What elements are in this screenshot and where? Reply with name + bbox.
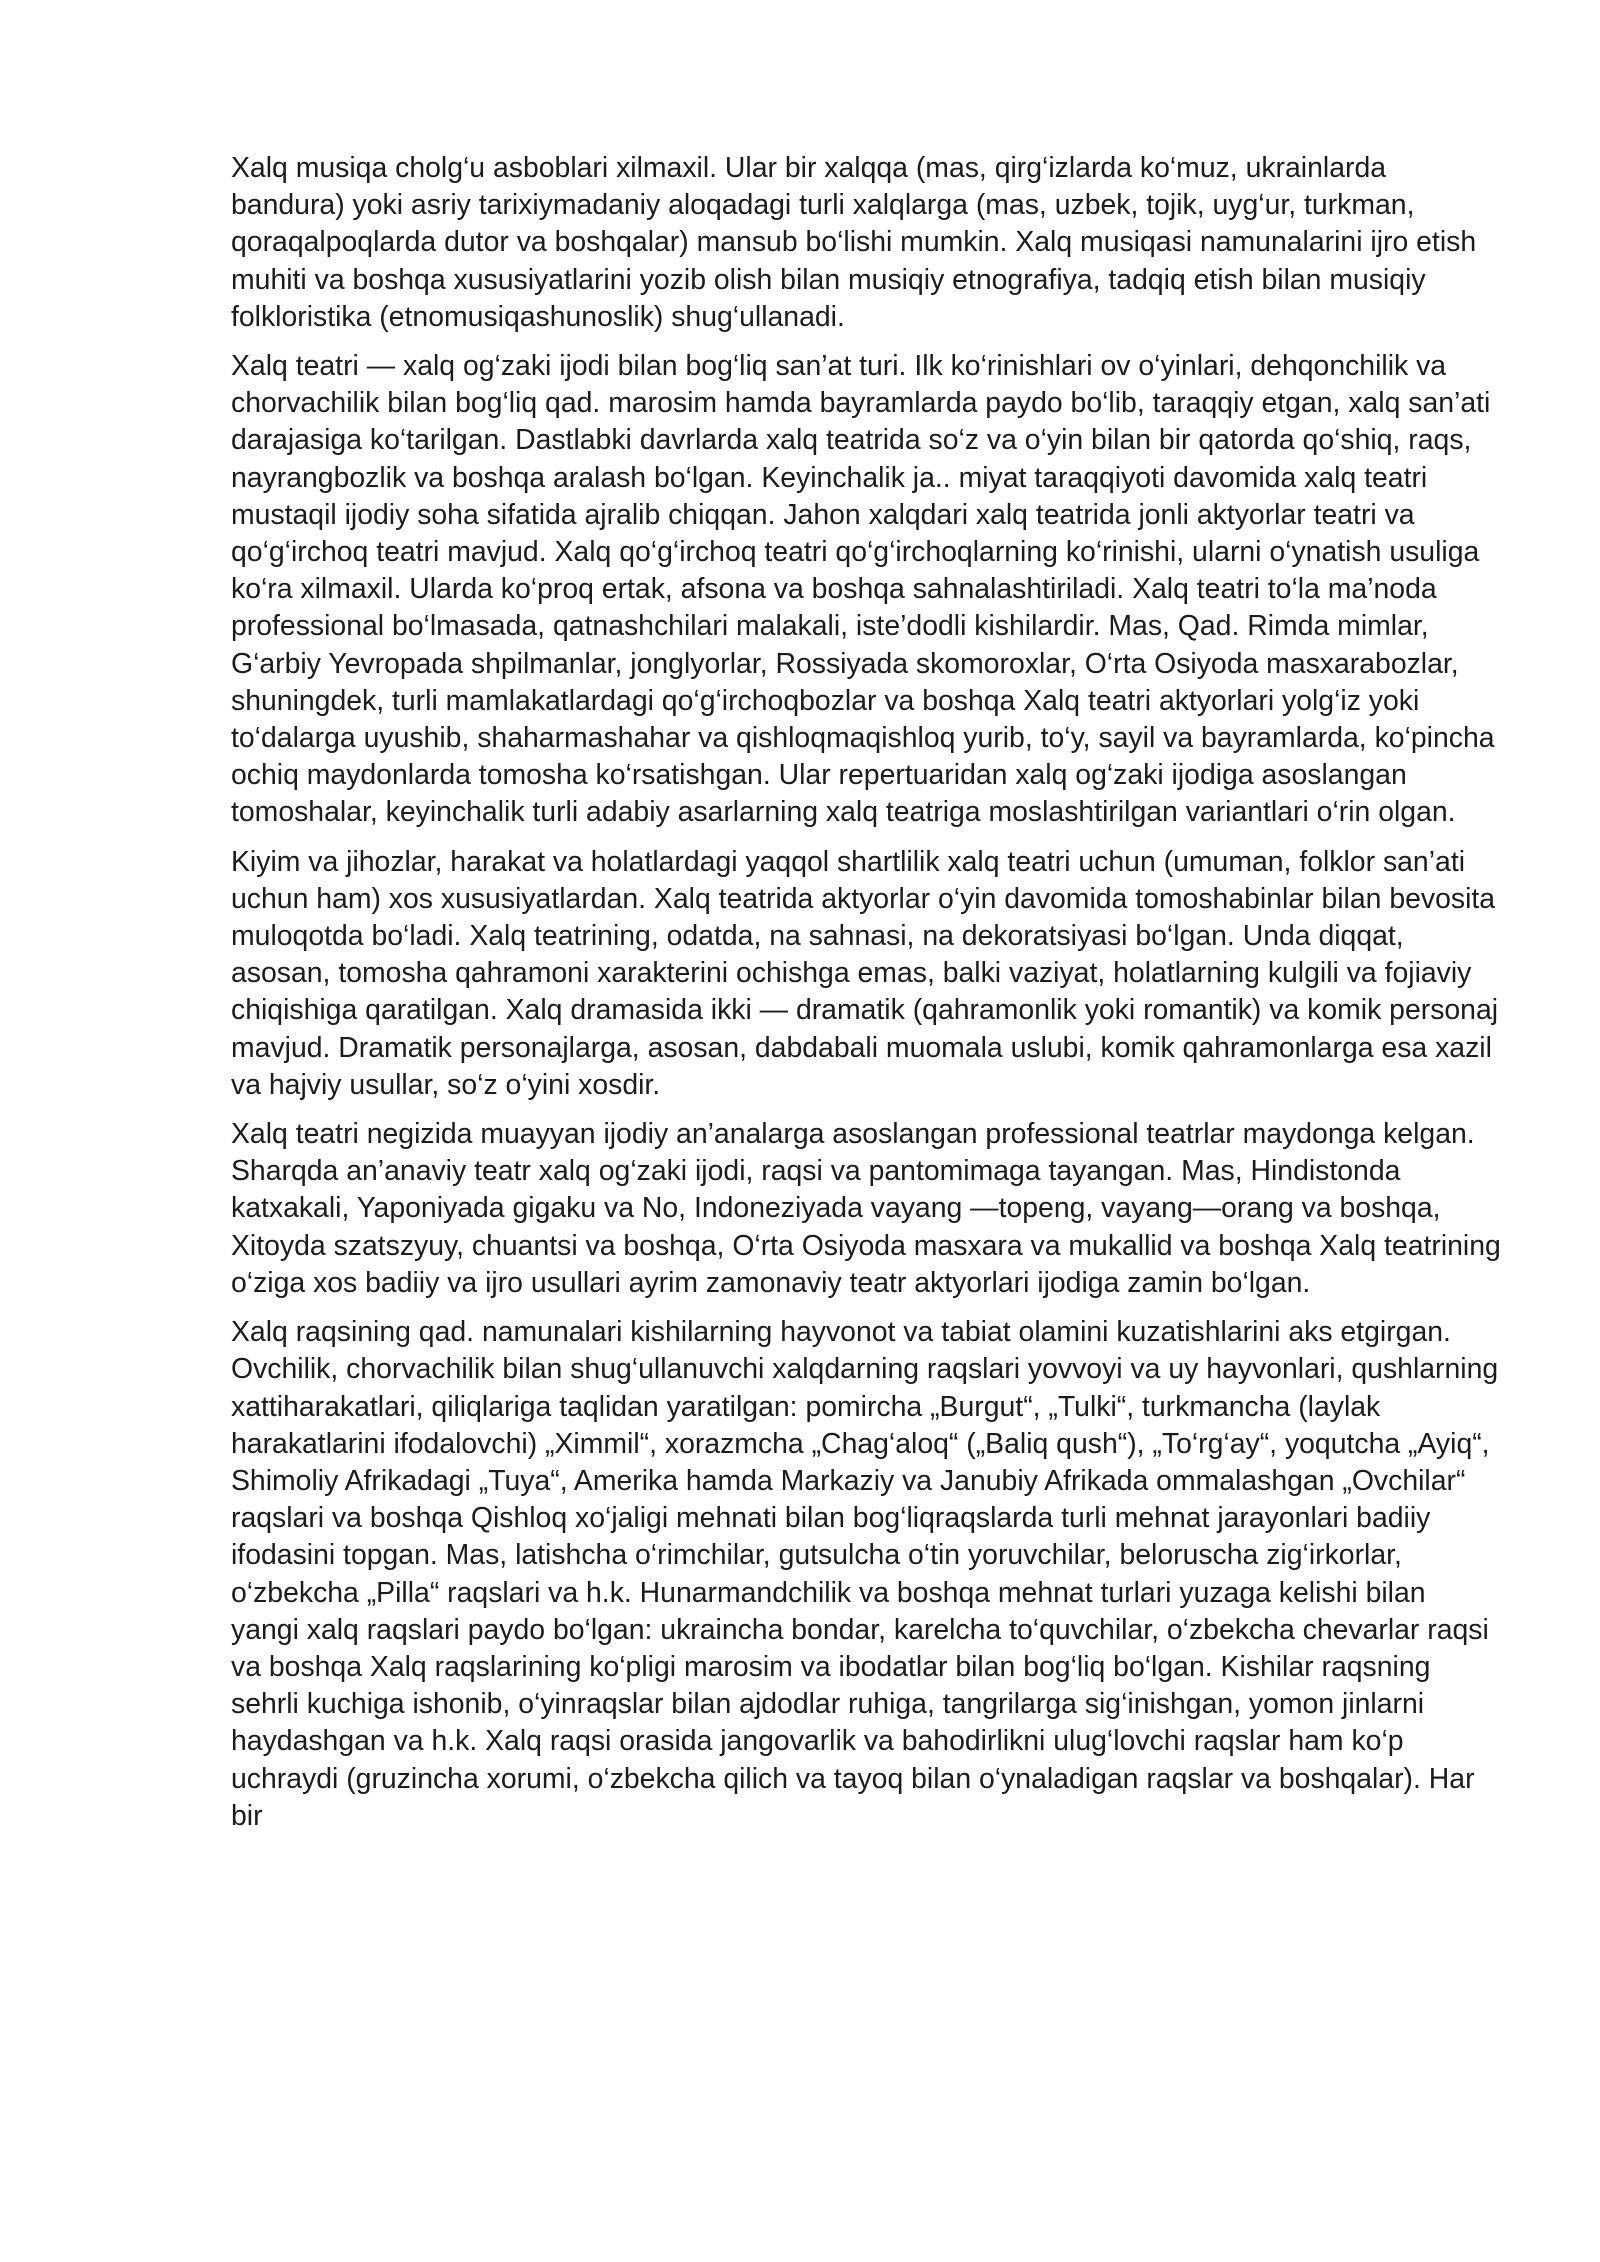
paragraph-folk-theatre: Xalq teatri — xalq og‘zaki ijodi bilan bog‘liq san’at turi. Ilk ko‘rinishlari ov o‘yinlari, dehqonchilik va chorvachilik bilan bog‘liq qad. marosim hamda bayramlarda paydo bo‘lib, taraqqiy etgan, xalq san’ati darajasiga ko‘tarilgan. Dastlabki davrlarda xalq teatrida so‘z va o‘yin bilan bir qatorda qo‘shiq, raqs, nayrangbozlik va boshqa aralash bo‘lgan. Keyinchalik ja.. miyat taraqqiyoti davomida xalq teatri mustaqil ijodiy soha sifatida ajralib chiqqan. Jahon xalqdari xalq teatrida jonli aktyorlar teatri va qo‘g‘irchoq teatri mavjud. Xalq qo‘g‘irchoq teatri qo‘g‘irchoqlarning ko‘rinishi, ularni o‘ynatish usuliga ko‘ra xilmaxil. Ularda ko‘proq ertak, afsona va boshqa sahnalashtiriladi. Xalq teatri to‘la ma’noda professional bo‘lmasada, qatnashchilari malakali, iste’dodli kishilardir. Mas, Qad. Rimda mimlar, G‘arbiy Yevropada shpilmanlar, jonglyorlar, Rossiyada skomoroxlar, O‘rta Osiyoda masxarabozlar, shuningdek, turli mamlakatlardagi qo‘g‘irchoqbozlar va boshqa Xalq teatri aktyorlari yolg‘iz yoki to‘dalarga uyushib, shaharmashahar va qishloqmaqishloq yurib, to‘y, sayil va bayramlarda, ko‘pincha ochiq maydonlarda tomosha ko‘rsatishgan. Ular repertuaridan xalq og‘zaki ijodiga asoslangan tomoshalar, keyinchalik turli adabiy asarlarning xalq teatriga moslashtirilgan variantlari o‘rin olgan. xyxy=(231,350,1495,829)
paragraph-professional-theatres: Xalq teatri negizida muayyan ijodiy an’analarga asoslangan professional teatrlar maydonga kelgan. Sharqda an’anaviy teatr xalq og‘zaki ijodi, raqsi va pantomimaga tayangan. Mas, Hindistonda katxakali, Yaponiyada gigaku va No, Indoneziyada vayang —topeng, vayang—orang va boshqa, Xitoyda szatszyuy, chuantsi va boshqa, O‘rta Osiyoda masxara va mukallid va boshqa Xalq teatrining o‘ziga xos badiiy va ijro usullari ayrim zamonaviy teatr aktyorlari ijodiga zamin bo‘lgan. xyxy=(231,1118,1501,1299)
document-body xyxy=(231,150,1501,1847)
paragraph-folk-dance: Xalq raqsining qad. namunalari kishilarning hayvonot va tabiat olamini kuzatishlarini aks etgirgan. Ovchilik, chorvachilik bilan shug‘ullanuvchi xalqdarning raqslari yovvoyi va uy hayvonlari, qushlarning xattiharakatlari, qiliqlariga taqlidan yaratilgan: pomircha „Burgut“, „Tulki“, turkmancha (laylak harakatlarini ifodalovchi) „Ximmil“, xorazmcha „Chag‘aloq“ („Baliq qush“), „To‘rg‘ay“, yoqutcha „Ayiq“, Shimoliy Afrikadagi „Tuya“, Amerika hamda Markaziy va Janubiy Afrikada ommalashgan „Ovchilar“ raqslari va boshqa Qishloq xo‘jaligi mehnati bilan bog‘liqraqslarda turli mehnat jarayonlari badiiy ifodasini topgan. Mas, latishcha o‘rimchilar, gutsulcha o‘tin yoruvchilar, beloruscha zig‘irkorlar, o‘zbekcha „Pilla“ raqslari va h.k. Hunarmandchilik va boshqa mehnat turlari yuzaga kelishi bilan yangi xalq raqslari paydo bo‘lgan: ukraincha bondar, karelcha to‘quvchilar, o‘zbekcha chevarlar raqsi va boshqa Xalq raqslarining ko‘pligi marosim va ibodatlar bilan bog‘liq bo‘lgan. Kishilar raqsning sehrli kuchiga ishonib, o‘yinraqslar bilan ajdodlar ruhiga, tangrilarga sig‘inishgan, yomon jinlarni haydashgan va h.k. Xalq raqsi orasida jangovarlik va bahodirlikni ulug‘lovchi raqslar ham ko‘p uchraydi (gruzincha xorumi, o‘zbekcha qilich va tayoq bilan o‘ynaladigan raqslar va boshqalar). Har bir xyxy=(231,1316,1499,1832)
paragraph-costumes-and-props: Kiyim va jihozlar, harakat va holatlardagi yaqqol shartlilik xalq teatri uchun (umuman, folklor san’ati uchun ham) xos xususiyatlardan. Xalq teatrida aktyorlar o‘yin davomida tomoshabinlar bilan bevosita muloqotda bo‘ladi. Xalq teatrining, odatda, na sahnasi, na dekoratsiyasi bo‘lgan. Unda diqqat, asosan, tomosha qahramoni xarakterini ochishga emas, balki vaziyat, holatlarning kulgili va fojiaviy chiqishiga qaratilgan. Xalq dramasida ikki — dramatik (qahramonlik yoki romantik) va komik personaj mavjud. Dramatik personajlarga, asosan, dabdabali muomala uslubi, komik qahramonlarga esa xazil va hajviy usullar, so‘z o‘yini xosdir. xyxy=(231,845,1499,1101)
paragraph-musical-instruments: Xalq musiqa cholg‘u asboblari xilmaxil. Ular bir xalqqa (mas, qirg‘izlarda ko‘muz, ukrainlarda bandura) yoki asriy tarixiymadaniy aloqadagi turli xalqlarga (mas, uzbek, tojik, uyg‘ur, turkman, qoraqalpoqlarda dutor va boshqalar) mansub bo‘lishi mumkin. Xalq musiqasi namunalarini ijro etish muhiti va boshqa xususiyatlarini yozib olish bilan musiqiy etnografiya, tadqiq etish bilan musiqiy folkloristika (etnomusiqashunoslik) shug‘ullanadi. xyxy=(231,152,1477,333)
